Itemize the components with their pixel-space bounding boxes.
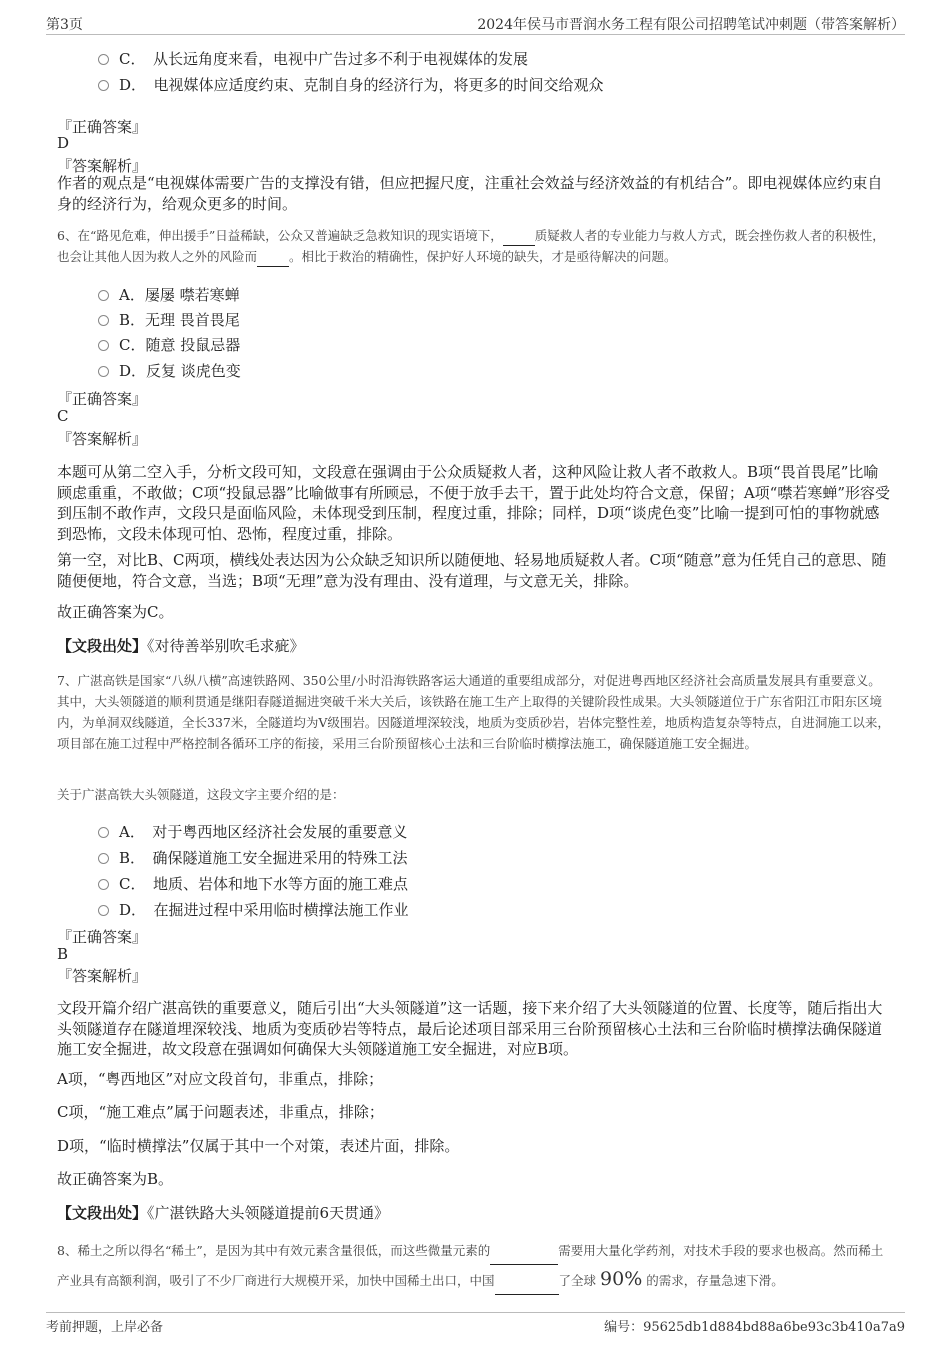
q5-answer: D <box>57 134 70 152</box>
radio-icon[interactable] <box>98 366 109 377</box>
q6-stem: 6、在“路见危难，伸出援手”日益稀缺，公众又普遍缺乏急救知识的现实语境下， 质疑救人者的专业能力与救人方式，既会挫伤救人者的积极性，也会让其他人因为救人之外的风险而 。相比于救治的精确性，保护好人环境的缺失，才是亟待解决的问题。 <box>57 225 893 267</box>
radio-icon[interactable] <box>98 290 109 301</box>
q7-answer-label: 『正确答案』 <box>57 928 148 946</box>
q7-option-a[interactable]: A． 对于粤西地区经济社会发展的重要意义 <box>98 821 407 842</box>
blank-2 <box>257 266 289 267</box>
q7-analysis-para4: D项，“临时横撑法”仅属于其中一个对策，表述片面，排除。 <box>57 1137 460 1155</box>
q6-answer: C <box>57 407 69 425</box>
radio-icon[interactable] <box>98 340 109 351</box>
header-divider <box>46 34 905 35</box>
q6-analysis-para2: 第一空，对比B、C两项，横线处表达因为公众缺乏知识所以随便地、轻易地质疑救人者。C项“随意”意为任凭自己的意思、随随便便地，符合文意，当选；B项“无理”意为没有理由、没有道理，与文意无关，排除。 <box>57 551 887 590</box>
q6-option-b[interactable]: B．无理 畏首畏尾 <box>98 309 240 330</box>
page-header <box>0 0 950 34</box>
q7-answer: B <box>57 945 69 963</box>
blank-1 <box>490 1264 558 1265</box>
footer-divider <box>46 1312 905 1313</box>
radio-icon[interactable] <box>98 827 109 838</box>
q7-question: 关于广湛高铁大头领隧道，这段文字主要介绍的是： <box>57 787 345 802</box>
q5-answer-label: 『正确答案』 <box>57 118 148 136</box>
q6-answer-label: 『正确答案』 <box>57 390 148 408</box>
q6-analysis-label: 『答案解析』 <box>57 430 148 448</box>
radio-icon[interactable] <box>98 315 109 326</box>
q7-analysis-para5: 故正确答案为B。 <box>57 1170 174 1188</box>
document-id: 编号：95625db1d884bd88a6be93c3b410a7a9 <box>604 1320 905 1335</box>
q5-analysis: 作者的观点是“电视媒体需要广告的支撑没有错，但应把握尺度，注重社会效益与经济效益的有机结合”。即电视媒体应约束自身的经济行为，给观众更多的时间。 <box>57 174 883 213</box>
q7-source: 【文段出处】《广湛铁路大头领隧道提前6天贯通》 <box>57 1204 390 1222</box>
q6-option-a[interactable]: A．屡屡 噤若寒蝉 <box>98 284 240 305</box>
q7-option-c[interactable]: C． 地质、岩体和地下水等方面的施工难点 <box>98 873 408 894</box>
q7-option-d[interactable]: D． 在掘进过程中采用临时横撑法施工作业 <box>98 899 409 920</box>
q6-option-c[interactable]: C．随意 投鼠忌器 <box>98 334 240 355</box>
q7-analysis-para3: C项，“施工难点”属于问题表述，非重点，排除； <box>57 1103 384 1121</box>
radio-icon[interactable] <box>98 54 109 65</box>
q5-option-c[interactable]: C． 从长远角度来看，电视中广告过多不利于电视媒体的发展 <box>98 48 528 69</box>
document-title: 2024年侯马市晋润水务工程有限公司招聘笔试冲刺题（带答案解析） <box>477 17 905 33</box>
q6-source: 【文段出处】《对待善举别吹毛求疵》 <box>57 637 305 655</box>
q7-analysis-para1: 文段开篇介绍广湛高铁的重要意义，随后引出“大头领隧道”这一话题，接下来介绍了大头领隧道的位置、长度等，随后指出大头领隧道存在隧道埋深较浅、地质为变质砂岩等特点，最后论述项目部采用三台阶预留核心土法和三台阶临时横撑法确保隧道施工安全掘进，故文段意在强调如何确保大头领隧道施工安全掘进，对应B项。 <box>57 999 883 1058</box>
blank-2 <box>495 1294 559 1295</box>
blank-1 <box>503 245 535 246</box>
q6-analysis-para3: 故正确答案为C。 <box>57 603 174 621</box>
page-number: 第3页 <box>46 17 83 33</box>
radio-icon[interactable] <box>98 80 109 91</box>
q7-option-b[interactable]: B． 确保隧道施工安全掘进采用的特殊工法 <box>98 847 408 868</box>
q6-option-d[interactable]: D．反复 谈虎色变 <box>98 360 241 381</box>
percent-value: 90% <box>600 1268 643 1290</box>
q5-option-d[interactable]: D． 电视媒体应适度约束、克制自身的经济行为，将更多的时间交给观众 <box>98 74 604 95</box>
radio-icon[interactable] <box>98 905 109 916</box>
q7-analysis-label: 『答案解析』 <box>57 967 148 985</box>
radio-icon[interactable] <box>98 879 109 890</box>
q6-analysis-para1: 本题可从第二空入手，分析文段可知，文段意在强调由于公众质疑救人者，这种风险让救人者不敢救人。B项“畏首畏尾”比喻顾虑重重，不敢做；C项“投鼠忌器”比喻做事有所顾忌，不便于放手去干，置于此处均符合文意，保留；A项“噤若寒蝉”形容受到压制不敢作声，文段只是面临风险，未体现受到压制，程度过重，排除；同样，D项“谈虎色变”比喻一提到可怕的事物就感到恐怖，文段未体现可怕、恐怖，程度过重，排除。 <box>57 463 890 543</box>
footer-slogan: 考前押题，上岸必备 <box>46 1320 164 1335</box>
q5-analysis-label: 『答案解析』 <box>57 157 148 175</box>
q7-analysis-para2: A项，“粤西地区”对应文段首句，非重点，排除； <box>57 1070 384 1088</box>
q8-stem: 8、稀土之所以得名“稀土”，是因为其中有效元素含量很低，而这些微量元素的 需要用大量化学药剂，对技术手段的要求也极高。然而稀土产业具有高额利润，吸引了不少厂商进行大规模开采，加快中国稀土出口，中国 了全球 90% 的需求，存量急速下滑。 <box>57 1237 893 1295</box>
q7-stem: 7、广湛高铁是国家“八纵八横”高速铁路网、350公里/小时沿海铁路客运大通道的重要组成部分，对促进粤西地区经济社会高质量发展具有重要意义。其中，大头领隧道的顺利贯通是继阳春隧道掘进突破千米大关后，该铁路在施工生产上取得的关键阶段性成果。大头领隧道位于广东省阳江市阳东区境内，为单洞双线隧道，全长337米，全隧道均为V级围岩。因隧道埋深较浅，地质为变质砂岩，岩体完整性差，地质构造复杂等特点，自进洞施工以来，项目部在施工过程中严格控制各循环工序的衔接，采用三台阶预留核心土法和三台阶临时横撑法施工，确保隧道施工安全掘进。 <box>57 673 890 751</box>
radio-icon[interactable] <box>98 853 109 864</box>
